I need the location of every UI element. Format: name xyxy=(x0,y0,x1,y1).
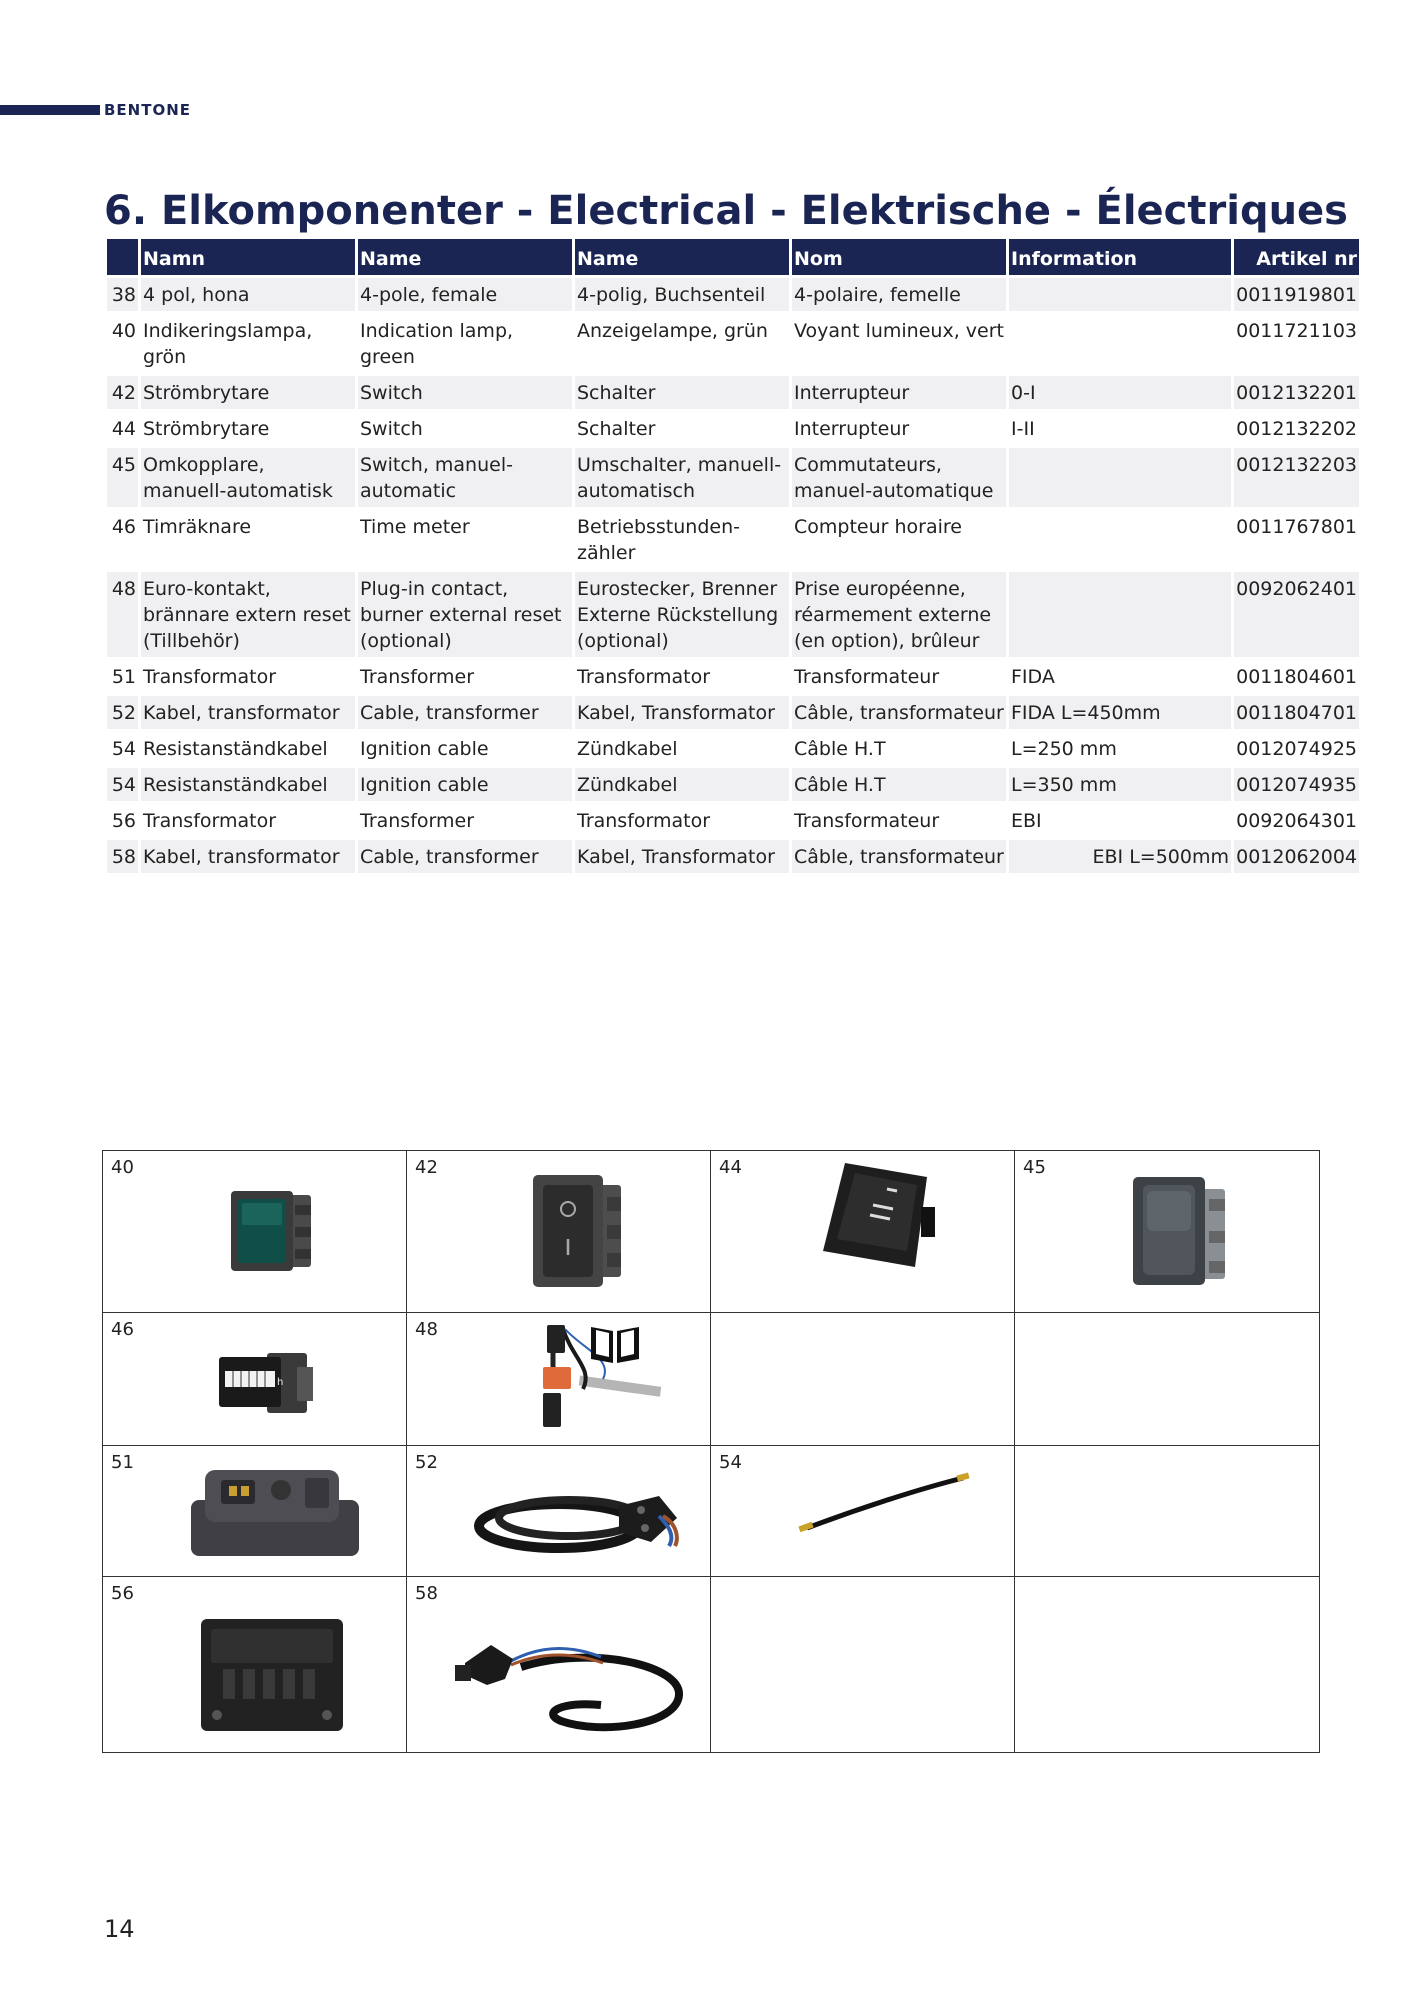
name-sv: Strömbrytare xyxy=(141,376,355,409)
article-number: 0012074925 xyxy=(1234,732,1359,765)
name-sv: 4 pol, hona xyxy=(141,278,355,311)
open-book-icon xyxy=(587,1321,643,1365)
name-sv: Kabel, transformator xyxy=(141,696,355,729)
position-number: 38 xyxy=(107,278,138,311)
position-number: 40 xyxy=(107,314,138,373)
name-en: Switch, manuel-automatic xyxy=(358,448,572,507)
name-de: Umschalter, manuell-automatisch xyxy=(575,448,789,507)
image-grid-row xyxy=(103,1313,1320,1446)
parts-table xyxy=(104,236,1362,876)
brand-bar xyxy=(0,105,100,115)
image-cell-42 xyxy=(407,1151,711,1313)
article-number: 0011767801 xyxy=(1234,510,1359,569)
image-cell-52 xyxy=(407,1446,711,1577)
table-row xyxy=(107,840,1359,873)
information: EBI L=500mm xyxy=(1009,840,1231,873)
image-cell-40 xyxy=(103,1151,407,1313)
name-de: Anzeigelampe, grün xyxy=(575,314,789,373)
header-name-en: Name xyxy=(358,239,572,275)
table-row xyxy=(107,804,1359,837)
article-number: 0012132203 xyxy=(1234,448,1359,507)
name-de: Kabel, Transformator xyxy=(575,840,789,873)
image-label: 40 xyxy=(111,1157,134,1178)
name-sv: Strömbrytare xyxy=(141,412,355,445)
page-number: 14 xyxy=(104,1915,135,1943)
name-fr: Prise européenne, réarmement externe (en option), brûleur xyxy=(792,572,1006,657)
name-de: Eurostecker, Brenner Externe Rückstellung (optional) xyxy=(575,572,789,657)
name-en: Cable, transformer xyxy=(358,696,572,729)
name-de: Betriebsstunden-zähler xyxy=(575,510,789,569)
article-number: 0012132201 xyxy=(1234,376,1359,409)
information xyxy=(1009,510,1231,569)
name-de: Kabel, Transformator xyxy=(575,696,789,729)
name-de: Schalter xyxy=(575,412,789,445)
image-cell-45 xyxy=(1015,1151,1320,1313)
position-number: 52 xyxy=(107,696,138,729)
information: FIDA L=450mm xyxy=(1009,696,1231,729)
article-number: 0011804701 xyxy=(1234,696,1359,729)
image-label: 45 xyxy=(1023,1157,1046,1178)
name-fr: Câble H.T xyxy=(792,732,1006,765)
position-number: 54 xyxy=(107,732,138,765)
time-meter-image xyxy=(215,1341,325,1421)
name-fr: Compteur horaire xyxy=(792,510,1006,569)
image-grid-row xyxy=(103,1151,1320,1313)
image-label: 54 xyxy=(719,1452,742,1473)
name-sv: Kabel, transformator xyxy=(141,840,355,873)
image-cell-56 xyxy=(103,1577,407,1753)
name-sv: Timräknare xyxy=(141,510,355,569)
image-label: 48 xyxy=(415,1319,438,1340)
article-number: 0012074935 xyxy=(1234,768,1359,801)
position-number: 51 xyxy=(107,660,138,693)
name-en: Transformer xyxy=(358,660,572,693)
table-row xyxy=(107,412,1359,445)
image-cell-empty xyxy=(711,1313,1015,1446)
name-sv: Omkopplare, manuell-automatisk xyxy=(141,448,355,507)
header-information: Information xyxy=(1009,239,1231,275)
image-cell-51 xyxy=(103,1446,407,1577)
table-row xyxy=(107,768,1359,801)
header-artikel-nr: Artikel nr xyxy=(1234,239,1359,275)
name-en: Transformer xyxy=(358,804,572,837)
transformer-fida-image xyxy=(185,1460,365,1568)
table-row xyxy=(107,732,1359,765)
image-cell-empty xyxy=(1015,1577,1320,1753)
name-en: Time meter xyxy=(358,510,572,569)
image-cell-54 xyxy=(711,1446,1015,1577)
article-number: 0011804601 xyxy=(1234,660,1359,693)
image-cell-empty xyxy=(1015,1313,1320,1446)
image-cell-44 xyxy=(711,1151,1015,1313)
position-number: 46 xyxy=(107,510,138,569)
name-de: Schalter xyxy=(575,376,789,409)
header-namn: Namn xyxy=(141,239,355,275)
name-de: Zündkabel xyxy=(575,768,789,801)
parts-image-grid xyxy=(102,1150,1320,1753)
switch-i-ii-image xyxy=(815,1159,945,1271)
information: EBI xyxy=(1009,804,1231,837)
name-en: Ignition cable xyxy=(358,768,572,801)
image-grid-row xyxy=(103,1577,1320,1753)
image-cell-46 xyxy=(103,1313,407,1446)
image-cell-empty xyxy=(1015,1446,1320,1577)
switch-0-i-image xyxy=(525,1169,635,1293)
name-en: Switch xyxy=(358,412,572,445)
position-number: 56 xyxy=(107,804,138,837)
name-fr: Transformateur xyxy=(792,804,1006,837)
image-label: 42 xyxy=(415,1157,438,1178)
name-sv: Indikeringslampa, grön xyxy=(141,314,355,373)
position-number: 42 xyxy=(107,376,138,409)
table-row xyxy=(107,448,1359,507)
information: L=350 mm xyxy=(1009,768,1231,801)
name-en: Plug-in contact, burner external reset (optional) xyxy=(358,572,572,657)
table-row xyxy=(107,696,1359,729)
information: I-II xyxy=(1009,412,1231,445)
article-number: 0011721103 xyxy=(1234,314,1359,373)
name-en: Cable, transformer xyxy=(358,840,572,873)
table-header-row xyxy=(107,239,1359,275)
name-fr: Interrupteur xyxy=(792,412,1006,445)
article-number: 0092062401 xyxy=(1234,572,1359,657)
transformer-ebi-image xyxy=(197,1611,347,1735)
position-number: 45 xyxy=(107,448,138,507)
name-de: Zündkabel xyxy=(575,732,789,765)
table-row xyxy=(107,572,1359,657)
image-cell-48 xyxy=(407,1313,711,1446)
name-en: Ignition cable xyxy=(358,732,572,765)
name-fr: Interrupteur xyxy=(792,376,1006,409)
name-fr: Transformateur xyxy=(792,660,1006,693)
position-number: 54 xyxy=(107,768,138,801)
article-number: 0012132202 xyxy=(1234,412,1359,445)
information xyxy=(1009,448,1231,507)
image-label: 56 xyxy=(111,1583,134,1604)
information: L=250 mm xyxy=(1009,732,1231,765)
name-sv: Transformator xyxy=(141,804,355,837)
image-cell-58 xyxy=(407,1577,711,1753)
image-label: 58 xyxy=(415,1583,438,1604)
cable-transformer-ebi-image xyxy=(451,1605,701,1745)
image-label: 44 xyxy=(719,1157,742,1178)
indication-lamp-image xyxy=(225,1181,325,1281)
name-de: Transformator xyxy=(575,804,789,837)
cable-transformer-image xyxy=(469,1466,689,1572)
name-en: Switch xyxy=(358,376,572,409)
name-fr: Voyant lumineux, vert xyxy=(792,314,1006,373)
name-fr: Commutateurs, manuel-automatique xyxy=(792,448,1006,507)
page-title: 6. Elkomponenter - Electrical - Elektrische - Électriques xyxy=(104,188,1348,234)
information: FIDA xyxy=(1009,660,1231,693)
name-fr: Câble, transformateur xyxy=(792,696,1006,729)
table-row xyxy=(107,278,1359,311)
image-label: 46 xyxy=(111,1319,134,1340)
name-en: Indication lamp, green xyxy=(358,314,572,373)
image-cell-empty xyxy=(711,1577,1015,1753)
image-label: 52 xyxy=(415,1452,438,1473)
table-row xyxy=(107,376,1359,409)
information xyxy=(1009,278,1231,311)
article-number: 0011919801 xyxy=(1234,278,1359,311)
name-sv: Resistanständkabel xyxy=(141,768,355,801)
table-row xyxy=(107,510,1359,569)
name-fr: Câble H.T xyxy=(792,768,1006,801)
image-label: 51 xyxy=(111,1452,134,1473)
article-number: 0092064301 xyxy=(1234,804,1359,837)
name-de: Transformator xyxy=(575,660,789,693)
image-grid-row xyxy=(103,1446,1320,1577)
position-number: 48 xyxy=(107,572,138,657)
svg-text:h: h xyxy=(277,1377,284,1388)
position-number: 58 xyxy=(107,840,138,873)
name-fr: 4-polaire, femelle xyxy=(792,278,1006,311)
name-sv: Euro-kontakt, brännare extern reset (Tillbehör) xyxy=(141,572,355,657)
name-fr: Câble, transformateur xyxy=(792,840,1006,873)
article-number: 0012062004 xyxy=(1234,840,1359,873)
header-name-de: Name xyxy=(575,239,789,275)
name-sv: Transformator xyxy=(141,660,355,693)
table-row xyxy=(107,314,1359,373)
position-number: 44 xyxy=(107,412,138,445)
header-pos xyxy=(107,239,138,275)
switch-manual-automatic-image xyxy=(1125,1169,1241,1291)
name-en: 4-pole, female xyxy=(358,278,572,311)
brand-name: BENTONE xyxy=(104,101,192,119)
name-de: 4-polig, Buchsenteil xyxy=(575,278,789,311)
information xyxy=(1009,314,1231,373)
table-row xyxy=(107,660,1359,693)
header-nom: Nom xyxy=(792,239,1006,275)
information: 0-I xyxy=(1009,376,1231,409)
information xyxy=(1009,572,1231,657)
ignition-cable-image xyxy=(795,1470,975,1540)
name-sv: Resistanständkabel xyxy=(141,732,355,765)
